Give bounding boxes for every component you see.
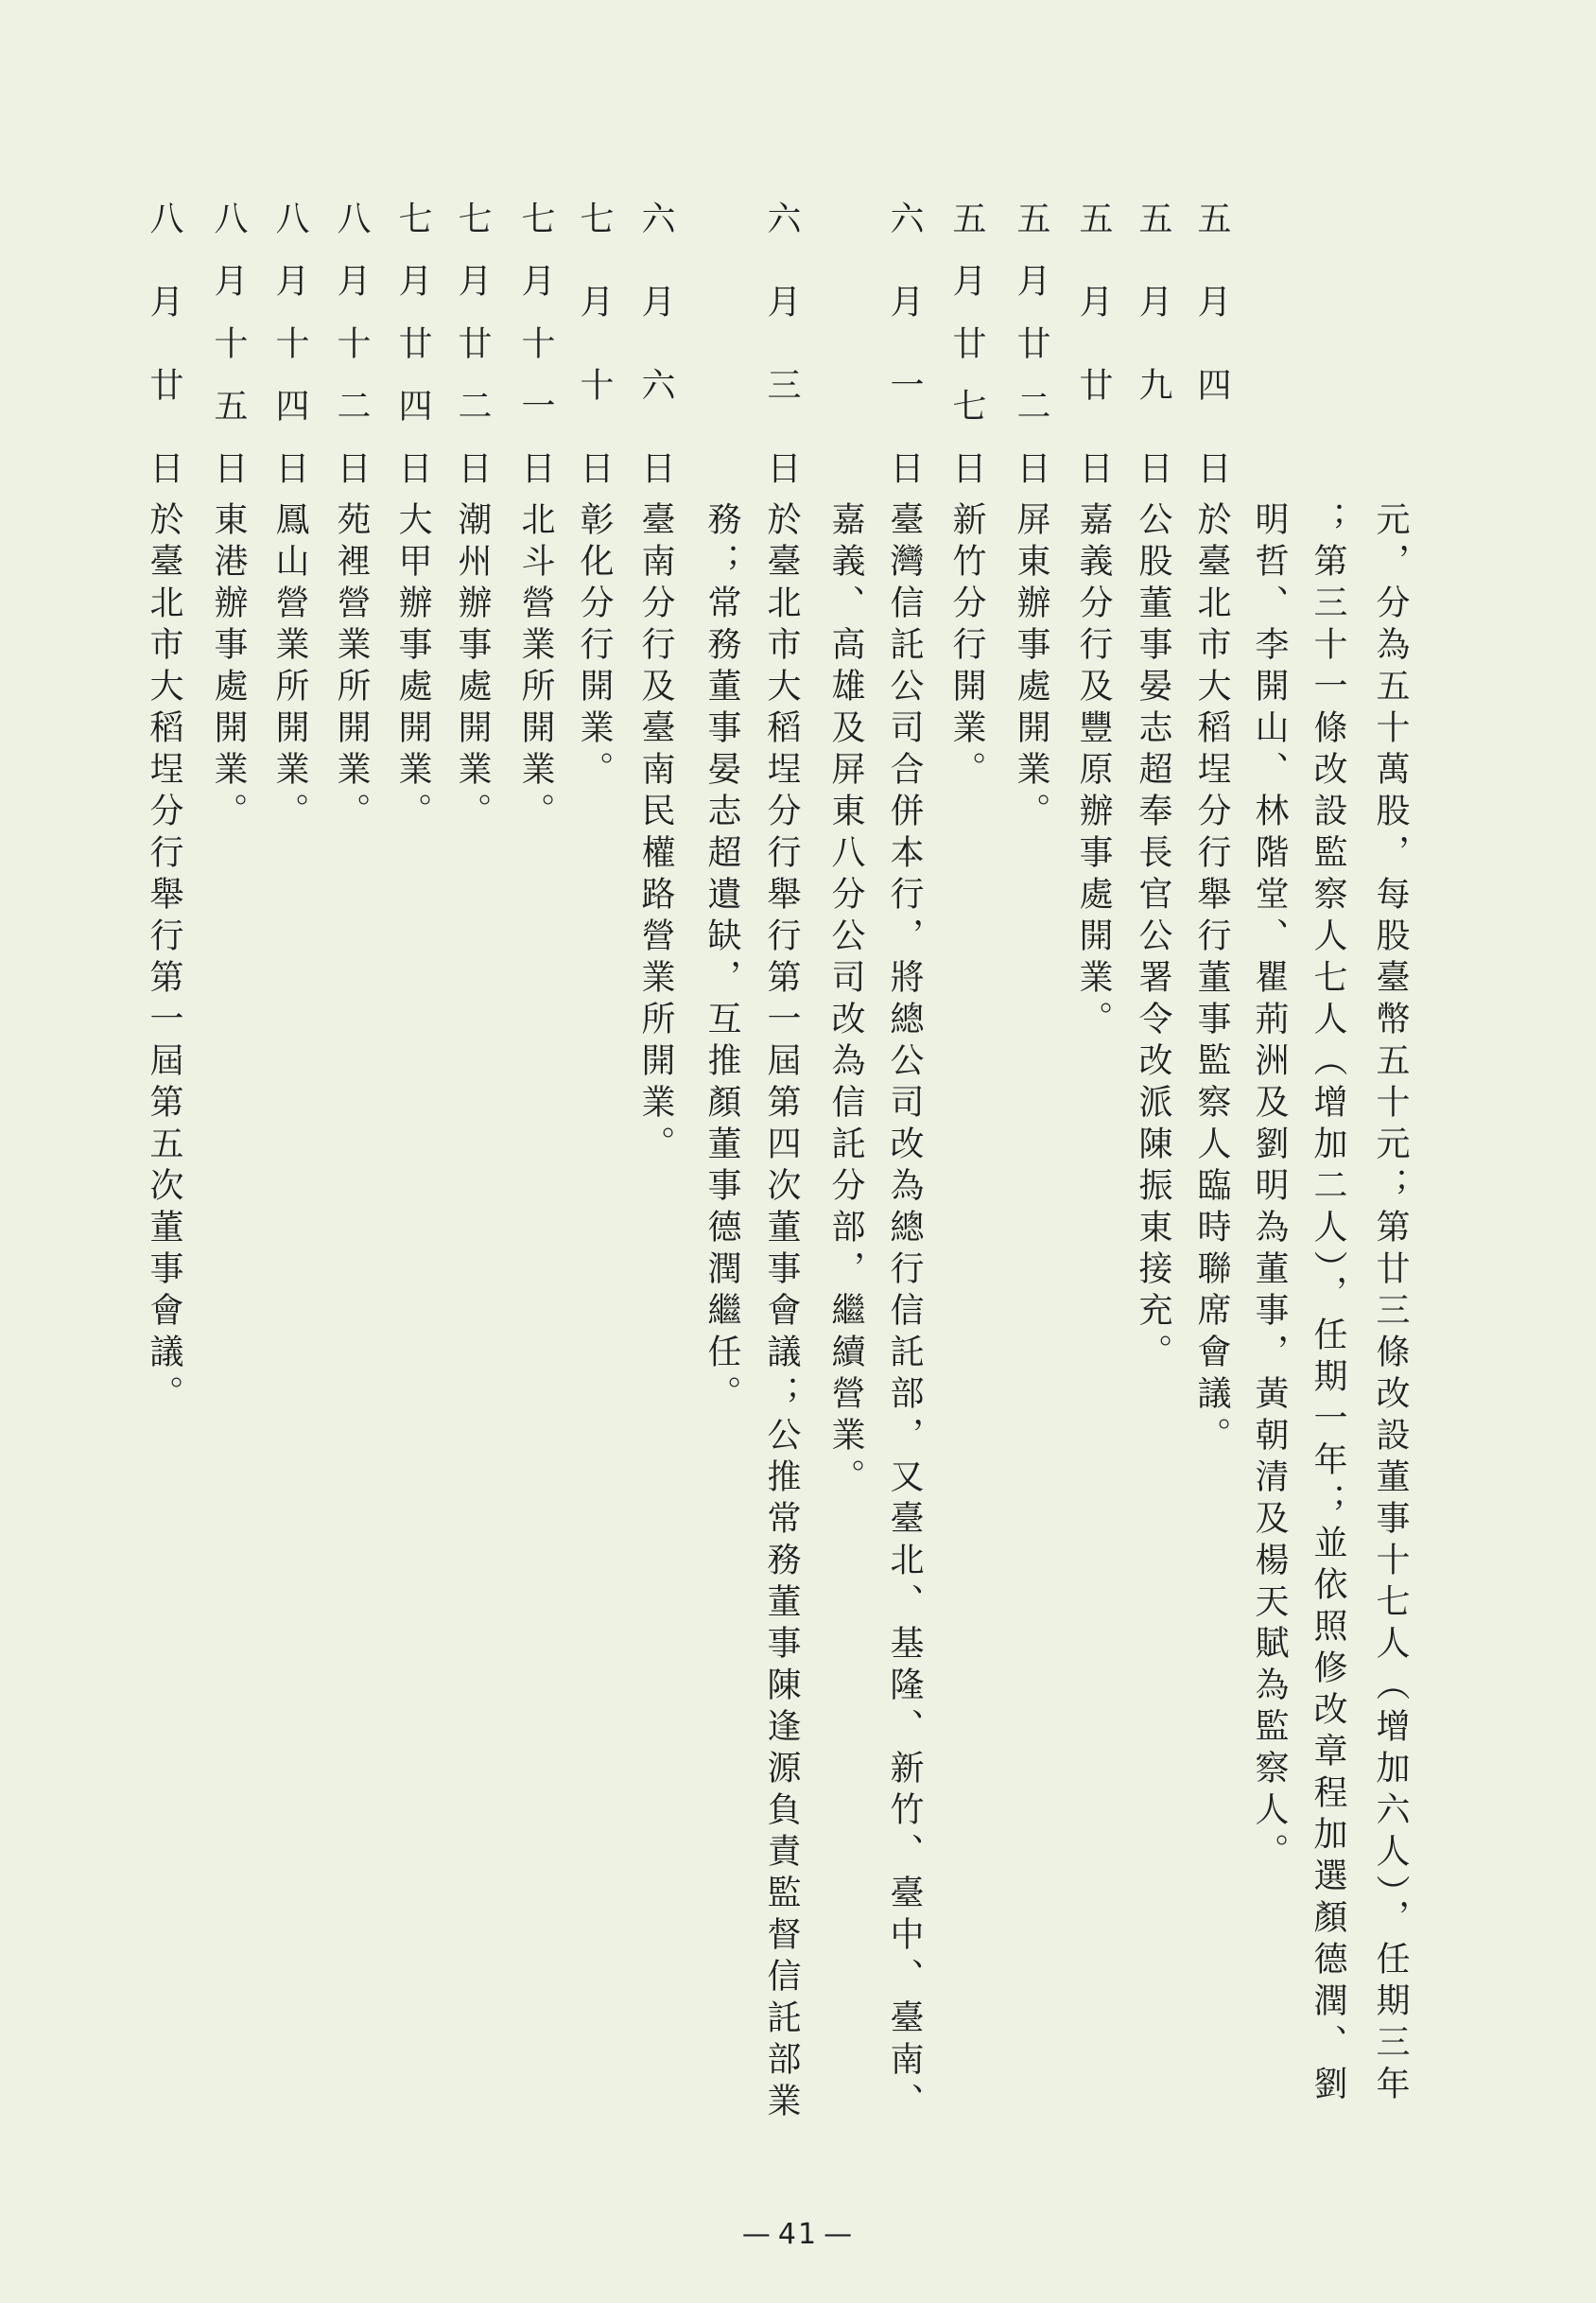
entry-date: 五月九日 (1134, 201, 1172, 484)
entry-date: 七月廿二日 (453, 201, 492, 484)
entry-text: 務；常務董事晏志超遺缺，互推顏董事德潤繼任。 (703, 501, 741, 1417)
entry-text: 嘉義分行及豐原辦事處開業。 (1074, 501, 1113, 1042)
entry-date: 五月廿二日 (1012, 201, 1050, 484)
entry-date: 六月六日 (636, 201, 675, 484)
entry-date: 六月三日 (762, 201, 801, 484)
entry-text: 彰化分行開業。 (575, 501, 614, 793)
entry-date: 八月十五日 (209, 201, 248, 484)
page-number: — 41 — (741, 2218, 855, 2251)
entry-text: 臺灣信託公司合併本行，將總公司改為總行信託部，又臺北、基隆、新竹、臺中、臺南、 (885, 501, 924, 2124)
continuation-line: ；第三十一條改設監察人七人（增加二人），任期一年；並依照修改章程加選顏德潤、劉 (1309, 501, 1347, 2107)
page-number-value: 41 (777, 2218, 819, 2251)
entry-date: 七月十一日 (516, 201, 555, 484)
entry-date: 五月廿七日 (947, 201, 986, 484)
entry-date: 八月十四日 (270, 201, 309, 484)
entry-date: 八月十二日 (332, 201, 371, 484)
entry-text: 新竹分行開業。 (947, 501, 986, 793)
entry-date: 五月四日 (1192, 201, 1231, 484)
entry-text: 鳳山營業所開業。 (270, 501, 309, 834)
entry-text: 嘉義、高雄及屏東八分公司改為信託分部，繼續營業。 (826, 501, 865, 1500)
entry-text: 於臺北市大稻埕分行舉行第一屆第五次董事會議。 (145, 501, 183, 1417)
entry-date: 七月十日 (575, 201, 614, 484)
entry-date: 八月廿日 (145, 201, 183, 484)
entry-text: 於臺北市大稻埕分行舉行第一屆第四次董事會議；公推常務董事陳逢源負責監督信託部業 (762, 501, 801, 2124)
entry-text: 苑裡營業所開業。 (332, 501, 371, 834)
entry-text: 北斗營業所開業。 (516, 501, 555, 834)
entry-date: 六月一日 (885, 201, 924, 484)
entry-text: 大甲辦事處開業。 (393, 501, 432, 834)
entry-text: 臺南分行及臺南民權路營業所開業。 (636, 501, 675, 1167)
continuation-line: 明哲、李開山、林階堂、瞿荊洲及劉明為董事，黃朝清及楊天賦為監察人。 (1250, 501, 1289, 1875)
entry-text: 於臺北市大稻埕分行舉行董事監察人臨時聯席會議。 (1192, 501, 1231, 1458)
entry-date: 七月廿四日 (393, 201, 432, 484)
entry-text: 屏東辦事處開業。 (1012, 501, 1050, 834)
continuation-line: 元，分為五十萬股，每股臺幣五十元；第廿三條改設董事十七人（增加六人），任期三年 (1371, 501, 1410, 2107)
entry-text: 公股董事晏志超奉長官公署令改派陳振東接充。 (1134, 501, 1172, 1375)
entry-date: 五月廿日 (1074, 201, 1113, 484)
entry-text: 東港辦事處開業。 (209, 501, 248, 834)
entry-text: 潮州辦事處開業。 (453, 501, 492, 834)
